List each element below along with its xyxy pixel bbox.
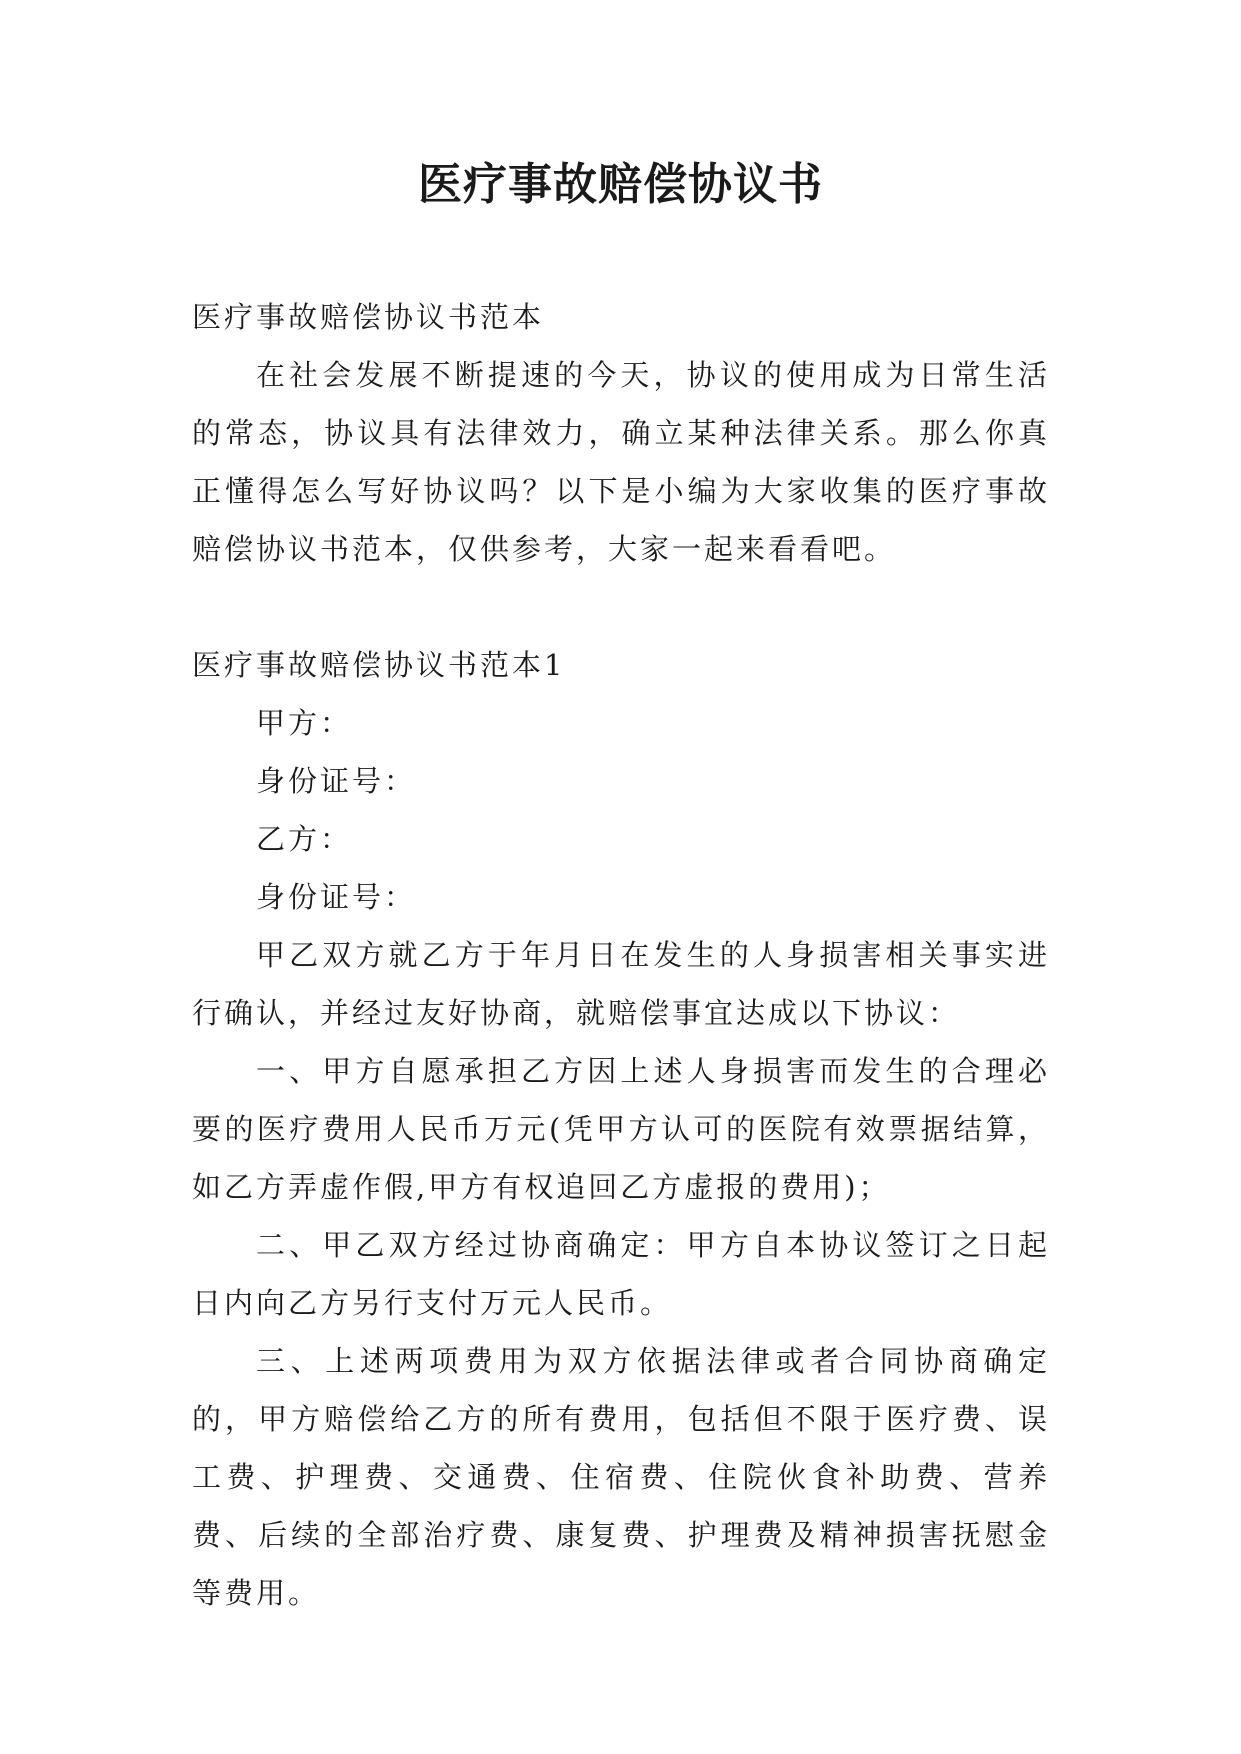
party-a-id-line: 身份证号： — [256, 764, 417, 798]
confirm-paragraph: 甲乙双方就乙方于年月日在发生的人身损害相关事实进行确认，并经过友好协商，就赔偿事宜达成以下协议： — [192, 938, 1050, 1030]
sample-heading: 医疗事故赔偿协议书范本1 — [192, 648, 566, 682]
party-b-line: 乙方： — [256, 822, 353, 856]
document-body — [192, 288, 1050, 1622]
document-title: 医疗事故赔偿协议书 — [418, 159, 823, 210]
clause-3: 三、上述两项费用为双方依据法律或者合同协商确定的，甲方赔偿给乙方的所有费用，包括但不限于医疗费、误工费、护理费、交通费、住宿费、住院伙食补助费、营养费、后续的全部治疗费、康复费、护理费及精神损害抚慰金等费用。 — [192, 1344, 1050, 1610]
party-a-line: 甲方： — [256, 706, 353, 740]
clause-1: 一、甲方自愿承担乙方因上述人身损害而发生的合理必要的医疗费用人民币万元(凭甲方认可的医院有效票据结算，如乙方弄虚作假,甲方有权追回乙方虚报的费用)； — [192, 1054, 1050, 1204]
clause-2: 二、甲乙双方经过协商确定：甲方自本协议签订之日起日内向乙方另行支付万元人民币。 — [192, 1228, 1050, 1320]
subtitle: 医疗事故赔偿协议书范本 — [192, 300, 545, 334]
intro-paragraph: 在社会发展不断提速的今天，协议的使用成为日常生活的常态，协议具有法律效力，确立某种法律关系。那么你真正懂得怎么写好协议吗？以下是小编为大家收集的医疗事故赔偿协议书范本，仅供参考，大家一起来看看吧。 — [192, 358, 1050, 566]
spacer — [192, 578, 1050, 636]
party-b-id-line: 身份证号： — [256, 880, 417, 914]
